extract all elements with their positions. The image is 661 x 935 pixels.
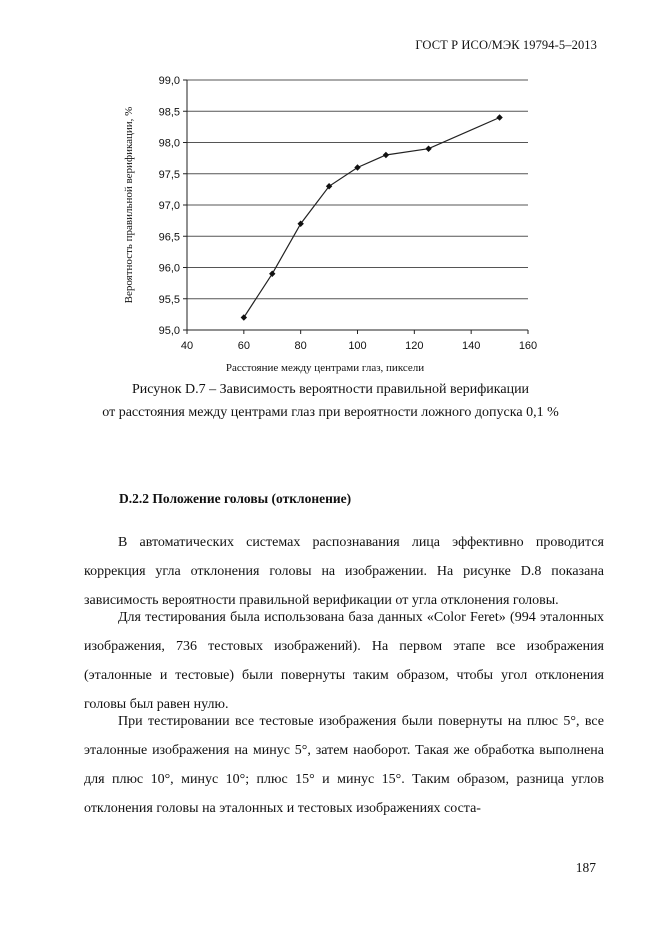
y-tick-label: 96,0 bbox=[158, 262, 180, 275]
grid-layer bbox=[187, 80, 528, 299]
series-line bbox=[244, 118, 500, 318]
y-axis-label: Вероятность правильной верификации, % bbox=[123, 106, 135, 304]
y-tick-label: 96,5 bbox=[158, 231, 180, 244]
chart-svg bbox=[120, 62, 550, 362]
line-chart bbox=[120, 62, 550, 382]
y-tick-label: 98,5 bbox=[158, 106, 180, 119]
x-tick-label: 40 bbox=[180, 340, 194, 352]
x-tick-label: 60 bbox=[237, 340, 250, 352]
data-point bbox=[425, 146, 431, 152]
y-tick-label: 95,0 bbox=[158, 325, 180, 337]
paragraph-3: При тестировании все тестовые изображения были повернуты на плюс 5°, все эталонные изображения на минус 5°, затем наоборот. Такая же обработка выполнена для плюс 10°, минус 10°; плюс 15° и минус 15°. Таким образом, разница углов отклонения головы на эталонных и тестовых изображениях соста- bbox=[84, 714, 604, 816]
data-point bbox=[241, 314, 247, 320]
data-point bbox=[269, 271, 275, 277]
y-tick-label: 97,0 bbox=[158, 200, 180, 212]
y-tick-label: 97,5 bbox=[158, 168, 180, 181]
section-heading: D.2.2 Положение головы (отклонение) bbox=[119, 491, 352, 506]
x-tick-label: 120 bbox=[405, 340, 424, 352]
data-point bbox=[354, 164, 360, 170]
x-tick-label: 100 bbox=[348, 340, 367, 352]
y-tick-label: 98,0 bbox=[158, 137, 180, 150]
axis-layer bbox=[159, 75, 538, 352]
paragraph-1: В автоматических системах распознавания лица эффективно проводится коррекция угла отклонения головы на изображении. На рисунке D.8 показана зависимость вероятности правильной верификации от угла отклонения головы. bbox=[84, 535, 604, 608]
x-tick-label: 80 bbox=[294, 340, 307, 352]
x-tick-label: 140 bbox=[461, 340, 481, 352]
figure-caption-line2: от расстояния между центрами глаз при вероятности ложного допуска 0,1 % bbox=[102, 405, 559, 420]
data-point bbox=[496, 114, 502, 120]
series-layer bbox=[241, 114, 503, 320]
figure-caption-line1: Рисунок D.7 – Зависимость вероятности правильной верификации bbox=[131, 382, 530, 397]
page-number: 187 bbox=[575, 860, 596, 875]
x-axis-label: Расстояние между центрами глаз, пиксели bbox=[225, 362, 425, 374]
y-tick-label: 95,5 bbox=[158, 293, 180, 306]
data-point bbox=[383, 152, 389, 158]
document-header: ГОСТ Р ИСО/МЭК 19794-5–2013 bbox=[415, 38, 597, 52]
y-tick-label: 99,0 bbox=[158, 75, 180, 87]
x-tick-label: 160 bbox=[518, 340, 538, 352]
paragraph-2: Для тестирования была использована база данных «Color Feret» (994 эталонных изображения, 736 тестовых изображений). На первом этапе все изображения (эталонные и тестовые) были повернуты таким образом, чтобы угол отклонения головы был равен нулю. bbox=[84, 610, 604, 712]
